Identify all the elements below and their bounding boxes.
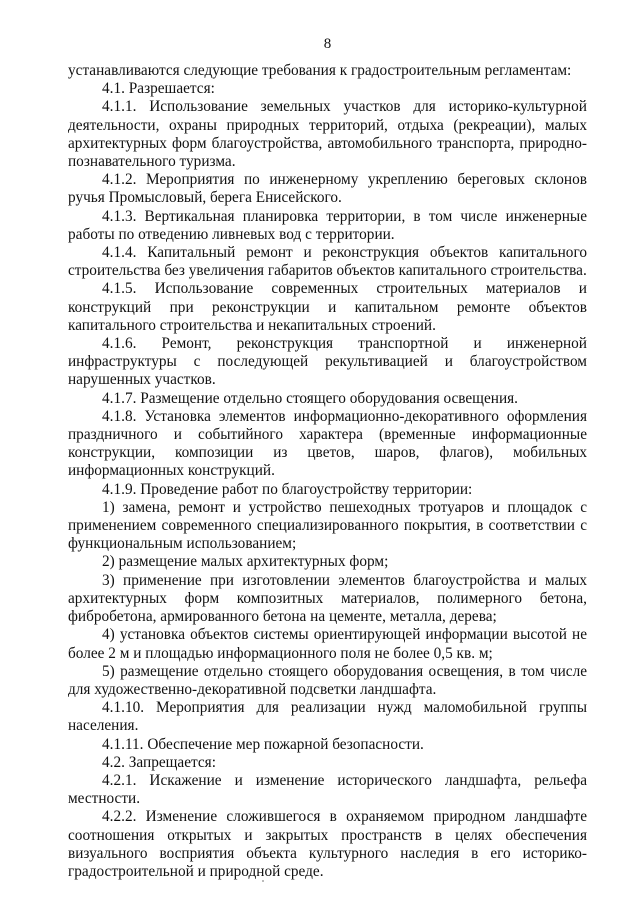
- paragraph: 4.1.3. Вертикальная планировка территории, в том числе инженерные работы по отведению ливневых вод с территории.: [68, 207, 587, 243]
- paragraph: 4.2.2. Изменение сложившегося в охраняемом природном ландшафте соотношения открытых и закрытых пространств в целях обеспечения визуального восприятия объекта культурного наследия в его историко-градостроительной и природной среде.: [68, 808, 587, 880]
- page-number: 8: [323, 36, 332, 52]
- paragraph: 4.2. Запрещается:: [102, 753, 216, 771]
- scan-speck: [262, 880, 264, 882]
- paragraph: 4.1.7. Размещение отдельно стоящего оборудования освещения.: [102, 389, 518, 407]
- list-item: 4) установка объектов системы ориентирующей информации высотой не более 2 м и площадью информационного поля не более 0,5 кв. м;: [68, 626, 587, 662]
- list-item: 1) замена, ремонт и устройство пешеходных тротуаров и площадок с применением современного специализированного покрытия, в соответствии с функциональным использованием;: [68, 498, 587, 553]
- document-body: [68, 62, 587, 881]
- list-item: 2) размещение малых архитектурных форм;: [102, 553, 389, 571]
- list-item: 5) размещение отдельно стоящего оборудования освещения, в том числе для художественно-декоративной подсветки ландшафта.: [68, 662, 587, 698]
- paragraph: 4.1.6. Ремонт, реконструкция транспортной и инженерной инфраструктуры с последующей рекультивацией и благоустройством нарушенных участков.: [68, 335, 587, 389]
- paragraph: 4.1.1. Использование земельных участков для историко-культурной деятельности, охраны природных территорий, отдыха (рекреации), малых архитектурных форм благоустройства, автомобильного транспорта, природно-познавательного туризма.: [68, 98, 587, 171]
- paragraph: 4.1.10. Мероприятия для реализации нужд маломобильной группы населения.: [68, 699, 587, 735]
- paragraph: 4.1. Разрешается:: [102, 80, 215, 98]
- list-item: 3) применение при изготовлении элементов благоустройства и малых архитектурных форм композитных материалов, полимерного бетона, фибробетона, армированного бетона на цементе, металла, дерева;: [68, 571, 587, 626]
- paragraph: 4.1.2. Мероприятия по инженерному укреплению береговых склонов ручья Промысловый, берега Енисейского.: [68, 171, 587, 207]
- paragraph: устанавливаются следующие требования к градостроительным регламентам:: [68, 62, 572, 79]
- paragraph: 4.1.9. Проведение работ по благоустройству территории:: [102, 480, 473, 498]
- paragraph: 4.2.1. Искажение и изменение исторического ландшафта, рельефа местности.: [68, 771, 587, 808]
- paragraph: 4.1.4. Капитальный ремонт и реконструкция объектов капитального строительства без увеличения габаритов объектов капитального строительства.: [68, 244, 587, 280]
- paragraph: 4.1.8. Установка элементов информационно-декоративного оформления праздничного и событийного характера (временные информационные конструкции, композиции из цветов, шаров, флагов), мобильных информационных конструкций.: [68, 407, 587, 480]
- paragraph: 4.1.11. Обеспечение мер пожарной безопасности.: [102, 735, 424, 753]
- paragraph: 4.1.5. Использование современных строительных материалов и конструкций при реконструкции и капитальном ремонте объектов капитального строительства и некапитальных строений.: [68, 280, 587, 334]
